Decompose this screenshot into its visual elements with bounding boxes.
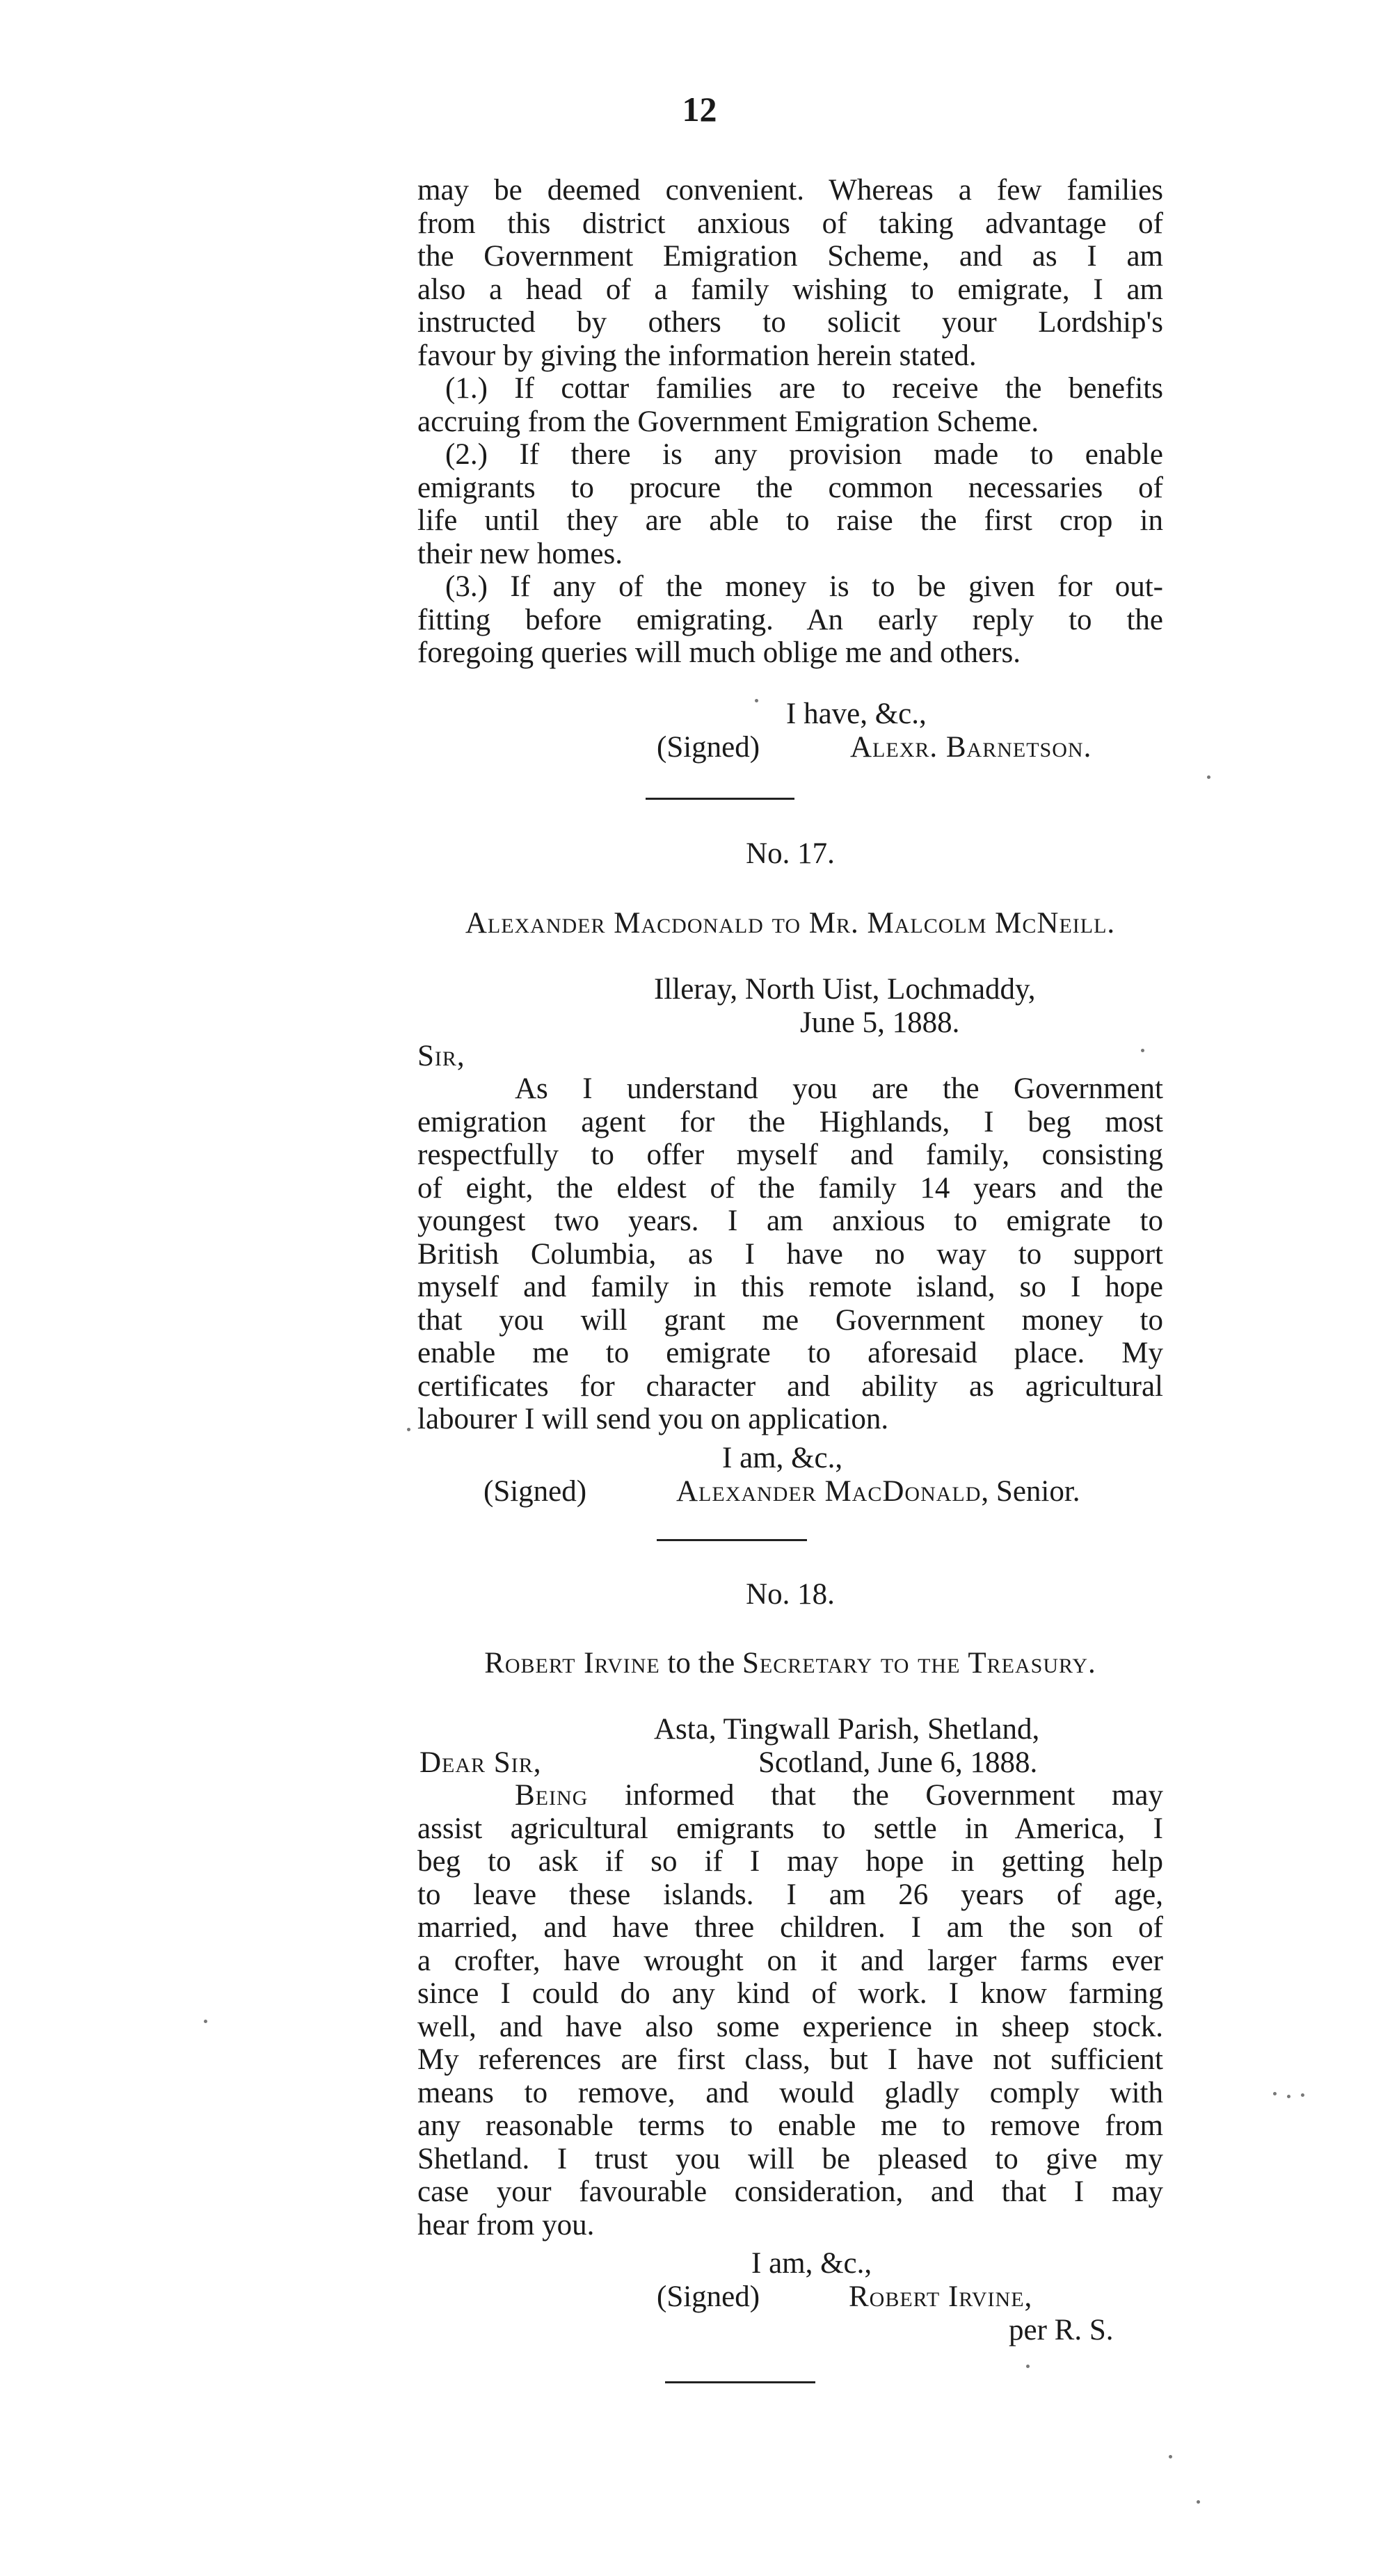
date-line: Scotland, June 6, 1888. [758,1746,1038,1779]
text-line: case your favourable consideration, and that I may [417,2175,1163,2208]
text-line: since I could do any kind of work. I know farming [417,1977,1163,2010]
signed-label: (Signed) [657,2280,760,2313]
text-line: beg to ask if so if I may hope in getting help [417,1845,1163,1878]
query-3-line: fitting before emigrating. An early reply to the [417,603,1163,636]
scan-speck [755,699,758,702]
scan-speck [1273,2092,1277,2095]
signatory-name-text: Alexander MacDonald [676,1475,982,1508]
signatory-name: Alexr. Barnetson. [850,731,1092,764]
scan-speck [1287,2095,1290,2098]
address-line: Illeray, North Uist, Lochmaddy, [654,973,1036,1006]
text-line: may be deemed convenient. Whereas a few families [417,174,1163,207]
first-text-line [417,1779,1163,1812]
closing-line: I have, &c., [786,698,927,730]
section-divider [657,1539,807,1541]
query-1-line: accruing from the Government Emigration Scheme. [417,405,1039,438]
page-number: 12 [682,90,717,129]
query-1-line: (1.) If cottar families are to receive the benefits [445,372,1163,405]
opening-word: Being [515,1779,589,1812]
text-line: favour by giving the information herein stated. [417,339,977,372]
query-2-line: (2.) If there is any provision made to enable [445,438,1163,471]
text-line: a crofter, have wrought on it and larger farms ever [417,1944,1163,1977]
first-line-rest: informed that the Government may [588,1779,1163,1812]
scan-speck [1207,775,1210,779]
text-line: assist agricultural emigrants to settle in America, I [417,1812,1163,1845]
text-line: myself and family in this remote island, so I hope [417,1271,1163,1303]
closing-line: I am, &c., [751,2247,872,2280]
closing-line: I am, &c., [722,1442,843,1474]
text-line: youngest two years. I am anxious to emigrate to [417,1205,1163,1237]
signatory-name [676,1474,1080,1508]
scan-speck [1026,2365,1030,2368]
scan-speck [1197,2500,1200,2504]
salutation: Sir, [417,1040,465,1072]
text-line: respectfully to offer myself and family, consisting [417,1138,1163,1171]
query-3-line: (3.) If any of the money is to be given for out- [445,570,1163,603]
per-initials: per R. S. [1009,2314,1114,2346]
text-line: hear from you. [417,2208,595,2241]
scan-speck [407,1428,410,1431]
query-2-line: emigrants to procure the common necessaries of [417,471,1163,504]
text-line: of eight, the eldest of the family 14 years and the [417,1171,1163,1205]
text-line: means to remove, and would gladly comply with [417,2076,1163,2109]
text-line: As I understand you are the Government [515,1072,1163,1105]
text-line: certificates for character and ability as agricultural [417,1369,1163,1403]
letter-heading: Alexander Macdonald to Mr. Malcolm McNeill. [465,907,1116,940]
recipient-name: Secretary to the Treasury. [742,1647,1096,1680]
heading-connector: to the [659,1647,742,1680]
letter-16-body [417,174,1163,670]
text-line: labourer I will send you on application. [417,1403,889,1435]
scan-speck [1301,2093,1304,2097]
text-line: to leave these islands. I am 26 years of age, [417,1878,1163,1911]
signed-label: (Signed) [657,731,760,764]
letter-heading [417,1646,1163,1680]
scan-speck [1169,2455,1172,2458]
query-3-line: foregoing queries will much oblige me and others. [417,636,1021,669]
signatory-suffix: , Senior. [981,1475,1080,1508]
section-divider [646,798,794,800]
text-line: married, and have three children. I am the son of [417,1911,1163,1944]
letter-number: No. 17. [746,837,835,870]
section-divider [665,2381,815,2383]
text-line: enable me to emigrate to aforesaid place. My [417,1337,1163,1369]
scan-speck [204,2020,207,2023]
sender-name: Robert Irvine [484,1647,660,1680]
scan-speck [1141,1049,1144,1052]
text-line: the Government Emigration Scheme, and as I am [417,240,1163,273]
letter-17-body [417,1072,1163,1436]
text-line: instructed by others to solicit your Lordship's [417,306,1163,339]
signatory-name: Robert Irvine, [849,2280,1033,2313]
text-line: well, and have also some experience in sheep stock. [417,2010,1163,2043]
query-2-line: life until they are able to raise the first crop in [417,504,1163,537]
date-line: June 5, 1888. [800,1006,960,1039]
text-line: Shetland. I trust you will be pleased to give my [417,2142,1163,2175]
letter-number: No. 18. [746,1578,835,1611]
text-line: British Columbia, as I have no way to support [417,1237,1163,1271]
text-line: from this district anxious of taking advantage of [417,207,1163,240]
text-line: emigration agent for the Highlands, I beg most [417,1105,1163,1138]
salutation: Dear Sir, [419,1746,542,1779]
text-line: also a head of a family wishing to emigrate, I am [417,273,1163,306]
text-line: My references are first class, but I have not sufficient [417,2043,1163,2076]
signed-label: (Signed) [483,1475,587,1508]
letter-18-body [417,1779,1163,2241]
text-line: that you will grant me Government money to [417,1303,1163,1337]
address-line: Asta, Tingwall Parish, Shetland, [654,1713,1040,1746]
query-2-line: their new homes. [417,537,623,570]
text-line: any reasonable terms to enable me to remove from [417,2109,1163,2142]
